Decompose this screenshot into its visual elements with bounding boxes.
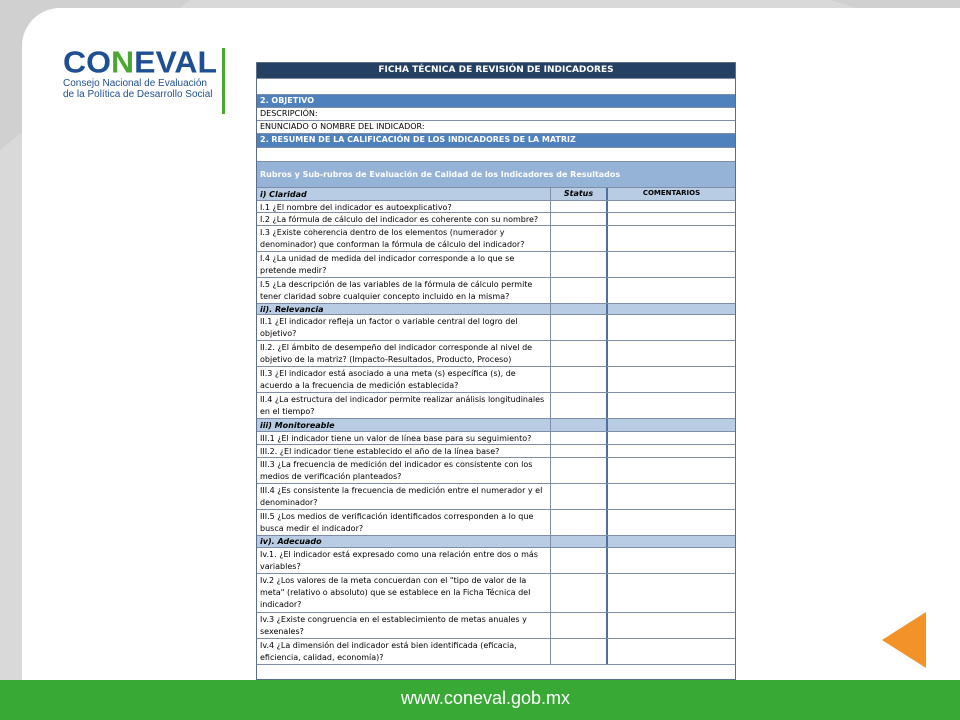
criterion-row xyxy=(257,393,735,419)
status-column-header xyxy=(550,536,606,547)
comentarios-cell[interactable] xyxy=(606,213,735,225)
criterion-text: Iv.2 ¿Los valores de la meta concuerdan con el "tipo de valor de la meta" (relativo o absoluto) que se establece en la Ficha Técnica del indicador? xyxy=(260,576,531,609)
criterion-row xyxy=(257,548,735,574)
comentarios-column-header xyxy=(606,304,735,314)
status-cell[interactable] xyxy=(550,574,606,612)
comentarios-cell[interactable] xyxy=(606,548,735,573)
status-cell[interactable] xyxy=(550,226,606,251)
criterion-row xyxy=(257,252,735,278)
criterion-text: III.5 ¿Los medios de verificación identificados corresponden a lo que busca medir el indicador? xyxy=(260,512,534,533)
criterion-row xyxy=(257,315,735,341)
comentarios-column-header xyxy=(606,419,735,431)
logo-divider xyxy=(222,48,225,114)
status-column-header xyxy=(550,304,606,314)
blank-row xyxy=(257,148,735,162)
status-cell[interactable] xyxy=(550,613,606,638)
status-cell[interactable] xyxy=(550,639,606,664)
ficha-tecnica-table xyxy=(256,62,736,680)
logo-tagline-line2: de la Política de Desarrollo Social xyxy=(63,89,213,100)
comentarios-cell[interactable] xyxy=(606,458,735,483)
comentarios-cell[interactable] xyxy=(606,432,735,444)
section-header xyxy=(257,419,735,432)
comentarios-cell[interactable] xyxy=(606,341,735,366)
criterion-row xyxy=(257,574,735,613)
criterion-text: I.4 ¿La unidad de medida del indicador corresponde a lo que se pretende medir? xyxy=(260,254,515,275)
criterion-text: III.1 ¿El indicador tiene un valor de línea base para su seguimiento? xyxy=(260,434,532,443)
status-cell[interactable] xyxy=(550,432,606,444)
comentarios-column-header xyxy=(606,536,735,547)
comentarios-cell[interactable] xyxy=(606,367,735,392)
criterion-text: Iv.4 ¿La dimensión del indicador está bien identificada (eficacia, eficiencia, calidad, economía)? xyxy=(260,641,517,662)
section-objetivo: 2. OBJETIVO xyxy=(257,95,735,108)
status-cell[interactable] xyxy=(550,201,606,212)
comentarios-cell[interactable] xyxy=(606,393,735,418)
criterion-row xyxy=(257,213,735,226)
criterion-row xyxy=(257,341,735,367)
status-column-header xyxy=(550,419,606,431)
comentarios-cell[interactable] xyxy=(606,252,735,277)
criterion-row xyxy=(257,510,735,536)
status-cell[interactable] xyxy=(550,510,606,535)
comentarios-cell[interactable] xyxy=(606,510,735,535)
criterion-text: II.1 ¿El indicador refleja un factor o variable central del logro del objetivo? xyxy=(260,317,518,338)
comentarios-cell[interactable] xyxy=(606,278,735,303)
section-resumen: 2. RESUMEN DE LA CALIFICACIÓN DE LOS INDICADORES DE LA MATRIZ xyxy=(257,134,735,148)
criterion-text: II.4 ¿La estructura del indicador permite realizar análisis longitudinales en el tiempo? xyxy=(260,395,545,416)
status-cell[interactable] xyxy=(550,367,606,392)
criterion-text: I.5 ¿La descripción de las variables de la fórmula de cálculo permite tener claridad sobre cualquier concepto incluido en la misma? xyxy=(260,280,533,301)
status-column-header: Status xyxy=(550,188,606,200)
logo-wordmark: CONEVAL xyxy=(63,44,218,80)
criterion-text: II.3 ¿El indicador está asociado a una meta (s) específica (s), de acuerdo a la frecuencia de medición establecida? xyxy=(260,369,516,390)
criterion-row xyxy=(257,432,735,445)
section-label: iii) Monitoreable xyxy=(260,421,335,430)
comentarios-cell[interactable] xyxy=(606,445,735,457)
comentarios-cell[interactable] xyxy=(606,315,735,340)
criterion-text: Iv.1. ¿El indicador está expresado como una relación entre dos o más variables? xyxy=(260,550,538,571)
section-label: ii). Relevancia xyxy=(260,305,324,314)
criterion-text: I.1 ¿El nombre del indicador es autoexplicativo? xyxy=(260,203,452,212)
criterion-row xyxy=(257,458,735,484)
criterion-row xyxy=(257,445,735,458)
comentarios-cell[interactable] xyxy=(606,484,735,509)
rubros-header: Rubros y Sub-rubros de Evaluación de Calidad de los Indicadores de Resultados xyxy=(257,162,735,188)
status-cell[interactable] xyxy=(550,252,606,277)
criterion-text: III.3 ¿La frecuencia de medición del indicador es consistente con los medios de verificación planteados? xyxy=(260,460,533,481)
logo-tagline-line1: Consejo Nacional de Evaluación xyxy=(63,78,207,89)
status-cell[interactable] xyxy=(550,548,606,573)
status-cell[interactable] xyxy=(550,213,606,225)
descripcion-row: DESCRIPCIÓN: xyxy=(257,108,735,121)
status-cell[interactable] xyxy=(550,315,606,340)
criterion-row xyxy=(257,613,735,639)
comentarios-cell[interactable] xyxy=(606,639,735,664)
criterion-row xyxy=(257,201,735,213)
section-header xyxy=(257,188,735,201)
coneval-logo xyxy=(63,44,218,106)
section-header xyxy=(257,304,735,315)
status-cell[interactable] xyxy=(550,341,606,366)
criterion-text: III.4 ¿Es consistente la frecuencia de medición entre el numerador y el denominador? xyxy=(260,486,543,507)
criterion-row xyxy=(257,639,735,665)
criterion-row xyxy=(257,278,735,304)
criterion-text: I.3 ¿Existe coherencia dentro de los elementos (numerador y denominador) que conforman la fórmula de cálculo del indicador? xyxy=(260,228,525,249)
status-cell[interactable] xyxy=(550,484,606,509)
footer-url[interactable]: www.coneval.gob.mx xyxy=(400,688,570,708)
criterion-text: III.2. ¿El indicador tiene establecido el año de la línea base? xyxy=(260,447,500,456)
status-cell[interactable] xyxy=(550,278,606,303)
criterion-text: II.2. ¿El ámbito de desempeño del indicador corresponde al nivel de objetivo de la matriz? (Impacto-Resultados, Producto, Proceso) xyxy=(260,343,533,364)
section-label: i) Claridad xyxy=(260,190,307,199)
comentarios-column-header: COMENTARIOS xyxy=(606,188,735,200)
criterion-text: I.2 ¿La fórmula de cálculo del indicador es coherente con su nombre? xyxy=(260,215,539,224)
criterion-row xyxy=(257,484,735,510)
comentarios-cell[interactable] xyxy=(606,613,735,638)
criterion-row xyxy=(257,367,735,393)
previous-slide-arrow-icon[interactable] xyxy=(882,612,926,668)
criterion-row xyxy=(257,226,735,252)
doc-title: FICHA TÉCNICA DE REVISIÓN DE INDICADORES xyxy=(257,63,735,79)
comentarios-cell[interactable] xyxy=(606,201,735,212)
criterion-text: Iv.3 ¿Existe congruencia en el establecimiento de metas anuales y sexenales? xyxy=(260,615,527,636)
status-cell[interactable] xyxy=(550,445,606,457)
comentarios-cell[interactable] xyxy=(606,226,735,251)
comentarios-cell[interactable] xyxy=(606,574,735,612)
section-label: iv). Adecuado xyxy=(260,537,322,546)
enunciado-row: ENUNCIADO O NOMBRE DEL INDICADOR: xyxy=(257,121,735,134)
status-cell[interactable] xyxy=(550,458,606,483)
section-header xyxy=(257,536,735,548)
blank-row xyxy=(257,79,735,95)
status-cell[interactable] xyxy=(550,393,606,418)
